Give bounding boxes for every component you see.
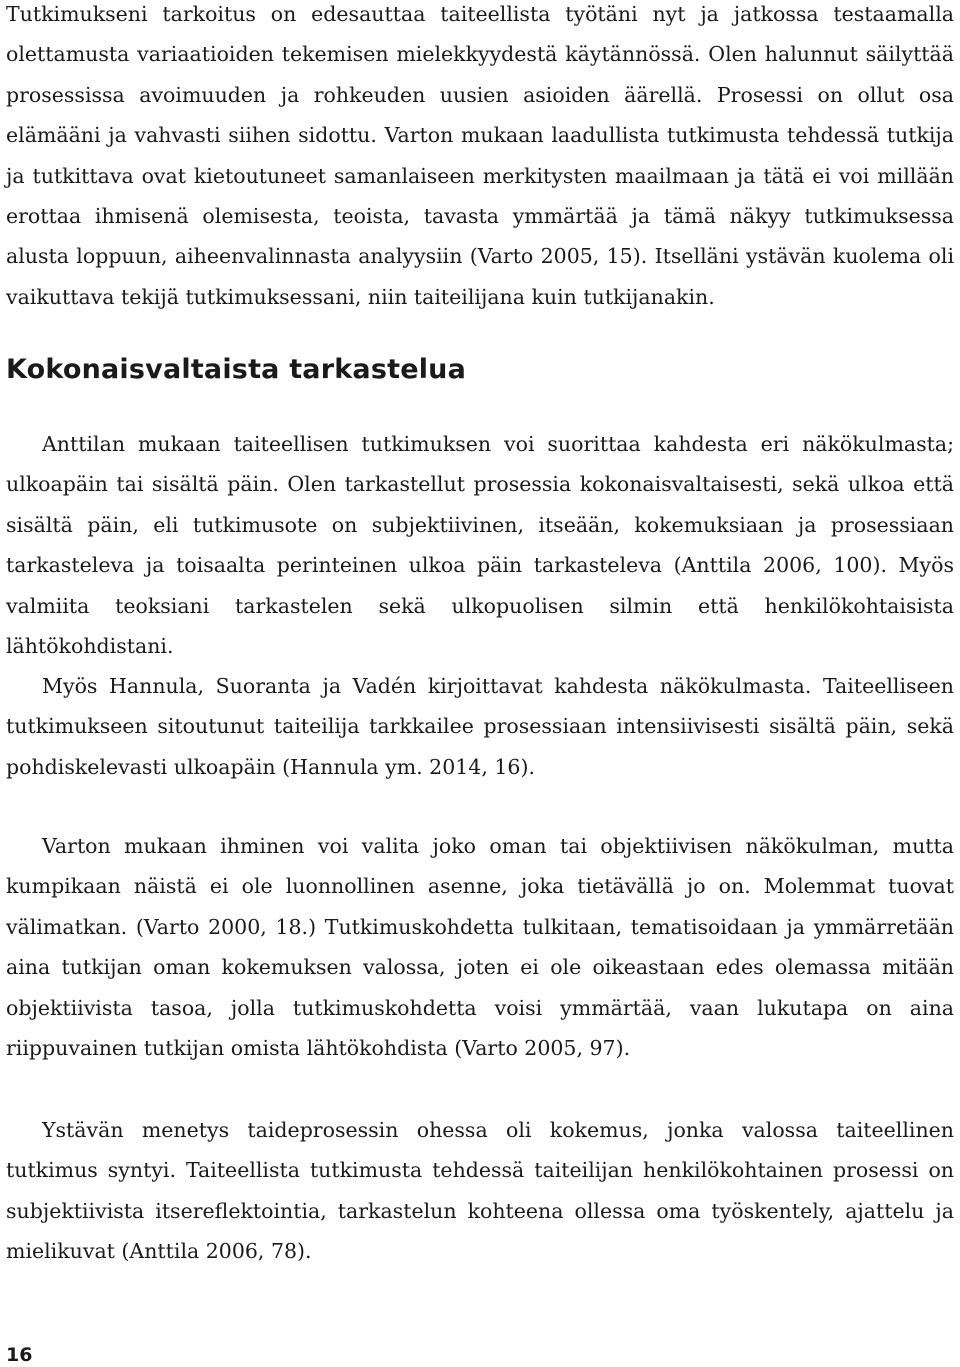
section-heading: Kokonaisvaltaista tarkastelua <box>6 354 467 385</box>
paragraph-friend-loss: Ystävän menetys taideprosessin ohessa oli kokemus, jonka valossa taiteellinen tutkimus syntyi. Taiteellista tutkimusta tehdessä taiteilijan henkilökohtainen prosessi on subjektiivista itsereflektointia, tarkastelun kohteena ollessa oma työskentely, ajattelu ja mielikuvat (Anttila 2006, 78). <box>6 1118 954 1264</box>
paragraph-research-purpose: Tutkimukseni tarkoitus on edesauttaa taiteellista työtäni nyt ja jatkossa testaamalla olettamusta variaatioiden tekemisen mielekkyydestä käytännössä. Olen halunnut säilyttää prosessissa avoimuuden ja rohkeuden uusien asioiden äärellä. Prosessi on ollut osa elämääni ja vahvasti siihen sidottu. Varton mukaan laadullista tutkimusta tehdessä tutkija ja tutkittava ovat kietoutuneet samanlaiseen merkitysten maailmaan ja tätä ei voi millään erottaa ihmisenä olemisesta, teoista, tavasta ymmärtää ja tämä näkyy tutkimuksessa alusta loppuun, aiheenvalinnasta analyysiin (Varto 2005, 15). Itselläni ystävän kuolema oli vaikuttava tekijä tutkimuksessani, niin taiteilijana kuin tutkijanakin. <box>6 2 954 309</box>
paragraph-varto-viewpoint: Varton mukaan ihminen voi valita joko oman tai objektiivisen näkökulman, mutta kumpikaan näistä ei ole luonnollinen asenne, joka tietävällä jo on. Molemmat tuovat välimatkan. (Varto 2000, 18.) Tutkimuskohdetta tulkitaan, tematisoidaan ja ymmärretään aina tutkijan oman kokemuksen valossa, joten ei ole oikeastaan edes olemassa mitään objektiivista tasoa, jolla tutkimuskohdetta voisi ymmärtää, vaan lukutapa on aina riippuvainen tutkijan omista lähtökohdista (Varto 2005, 97). <box>6 834 954 1061</box>
paragraph-hannula-perspectives: Myös Hannula, Suoranta ja Vadén kirjoittavat kahdesta näkökulmasta. Taiteelliseen tutkimukseen sitoutunut taiteilija tarkkailee prosessiaan intensiivisesti sisältä päin, sekä pohdiskelevasti ulkoapäin (Hannula ym. 2014, 16). <box>6 674 954 779</box>
page-number: 16 <box>6 1344 33 1366</box>
paragraph-anttila-perspectives: Anttilan mukaan taiteellisen tutkimuksen voi suorittaa kahdesta eri näkökulmasta; ulkoapäin tai sisältä päin. Olen tarkastellut prosessia kokonaisvaltaisesti, sekä ulkoa että sisältä päin, eli tutkimusote on subjektiivinen, itseään, kokemuksiaan ja prosessiaan tarkasteleva ja toisaalta perinteinen ulkoa päin tarkasteleva (Anttila 2006, 100). Myös valmiita teoksiani tarkastelen sekä ulkopuolisen silmin että henkilökohtaisista lähtökohdistani. <box>6 432 954 659</box>
